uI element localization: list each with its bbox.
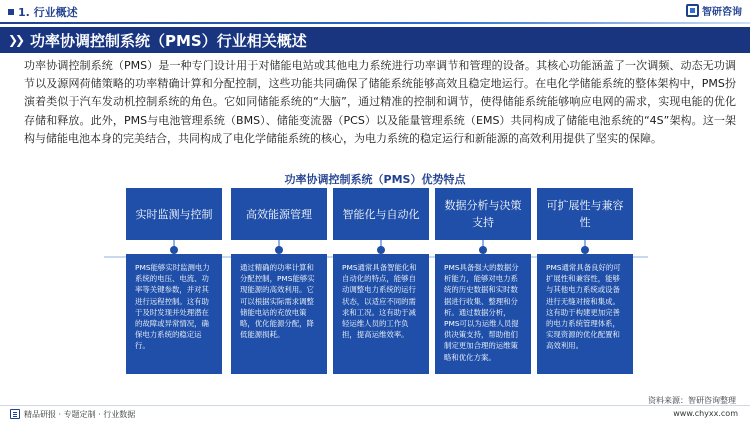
section-label-text: 1. 行业概述 [18, 6, 78, 19]
feature-dot [377, 246, 385, 254]
feature-card [126, 188, 222, 386]
page-title: 功率协调控制系统（PMS）行业相关概述 [30, 32, 307, 50]
top-bar [0, 0, 750, 22]
logo-mark-icon [686, 4, 699, 17]
feature-description: PMS通常具备良好的可扩展性和兼容性，能够与其他电力系统或设备进行无缝对接和集成。这有助于构建更加完善的电力系统管理体系，实现资源的优化配置和高效利用。 [537, 254, 633, 374]
intro-paragraph: 功率协调控制系统（PMS）是一种专门设计用于对储能电站或其他电力系统进行功率调节和管理的设备。其核心功能涵盖了一次调频、动态无功调节以及源网荷储策略的功率精确计算和分配控制，这些功能共同确保了储能系统能够高效且稳定地运行。在电化学储能系统的整体架构中，PMS扮演着类似于汽车发动机控制系统的角色。它如同储能系统的“大脑”，通过精准的控制和调节，使得储能系统能够响应电网的需求，实现电能的优化存储和释放。此外，PMS与电池管理系统（BMS）、储能变流器（PCS）以及能量管理系统（EMS）共同构成了储能电池系统的“4S”架构。这一架构与储能电池本身的完美结合，共同构成了电化学储能系统的核心，为电力系统的稳定运行和新能源的高效利用提供了坚实的保障。 [24, 59, 736, 145]
logo-text: 智研咨询 [702, 7, 742, 18]
footer [0, 408, 750, 422]
feature-card [333, 188, 429, 386]
feature-card [231, 188, 327, 386]
footer-tagline: 精品研报 · 专题定制 · 行业数据 [24, 410, 136, 419]
footer-website-link[interactable]: www.chyxx.com [673, 409, 738, 418]
feature-dot [275, 246, 283, 254]
footer-divider [0, 405, 750, 406]
square-bullet-icon [8, 9, 14, 15]
source-note: 资料来源：智研咨询整理 [648, 396, 736, 405]
features-title: 功率协调控制系统（PMS）优势特点 [284, 173, 466, 186]
feature-description: PMS通常具备智能化和自动化的特点，能够自动调整电力系统的运行状态，以适应不同的需求和工况。这有助于减轻运维人员的工作负担，提高运维效率。 [333, 254, 429, 374]
section-label [8, 4, 78, 20]
document-icon [10, 409, 20, 419]
feature-heading: 数据分析与决策支持 [435, 188, 531, 240]
feature-description: PMS具备强大的数据分析能力，能够对电力系统的历史数据和实时数据进行收集、整理和分析。通过数据分析，PMS可以为运维人员提供决策支持，帮助他们制定更加合理的运维策略和优化方案。 [435, 254, 531, 374]
feature-heading: 智能化与自动化 [333, 188, 429, 240]
feature-card [537, 188, 633, 386]
feature-dot [479, 246, 487, 254]
feature-description: PMS能够实时监测电力系统的电压、电流、功率等关键参数，并对其进行远程控制。这有助于及时发现并处理潜在的故障或异常情况，确保电力系统的稳定运行。 [126, 254, 222, 374]
feature-dot [170, 246, 178, 254]
top-divider [0, 22, 750, 24]
double-chevron-icon: ❯❯ [8, 33, 23, 47]
brand-logo[interactable] [686, 3, 742, 18]
feature-heading: 高效能源管理 [231, 188, 327, 240]
feature-heading: 实时监测与控制 [126, 188, 222, 240]
feature-description: 通过精确的功率计算和分配控制，PMS能够实现能源的高效利用。它可以根据实际需求调整储能电站的充放电策略，优化能源分配，降低能源损耗。 [231, 254, 327, 374]
feature-dot [581, 246, 589, 254]
feature-heading: 可扩展性与兼容性 [537, 188, 633, 240]
feature-card [435, 188, 531, 386]
title-bar [0, 27, 750, 53]
